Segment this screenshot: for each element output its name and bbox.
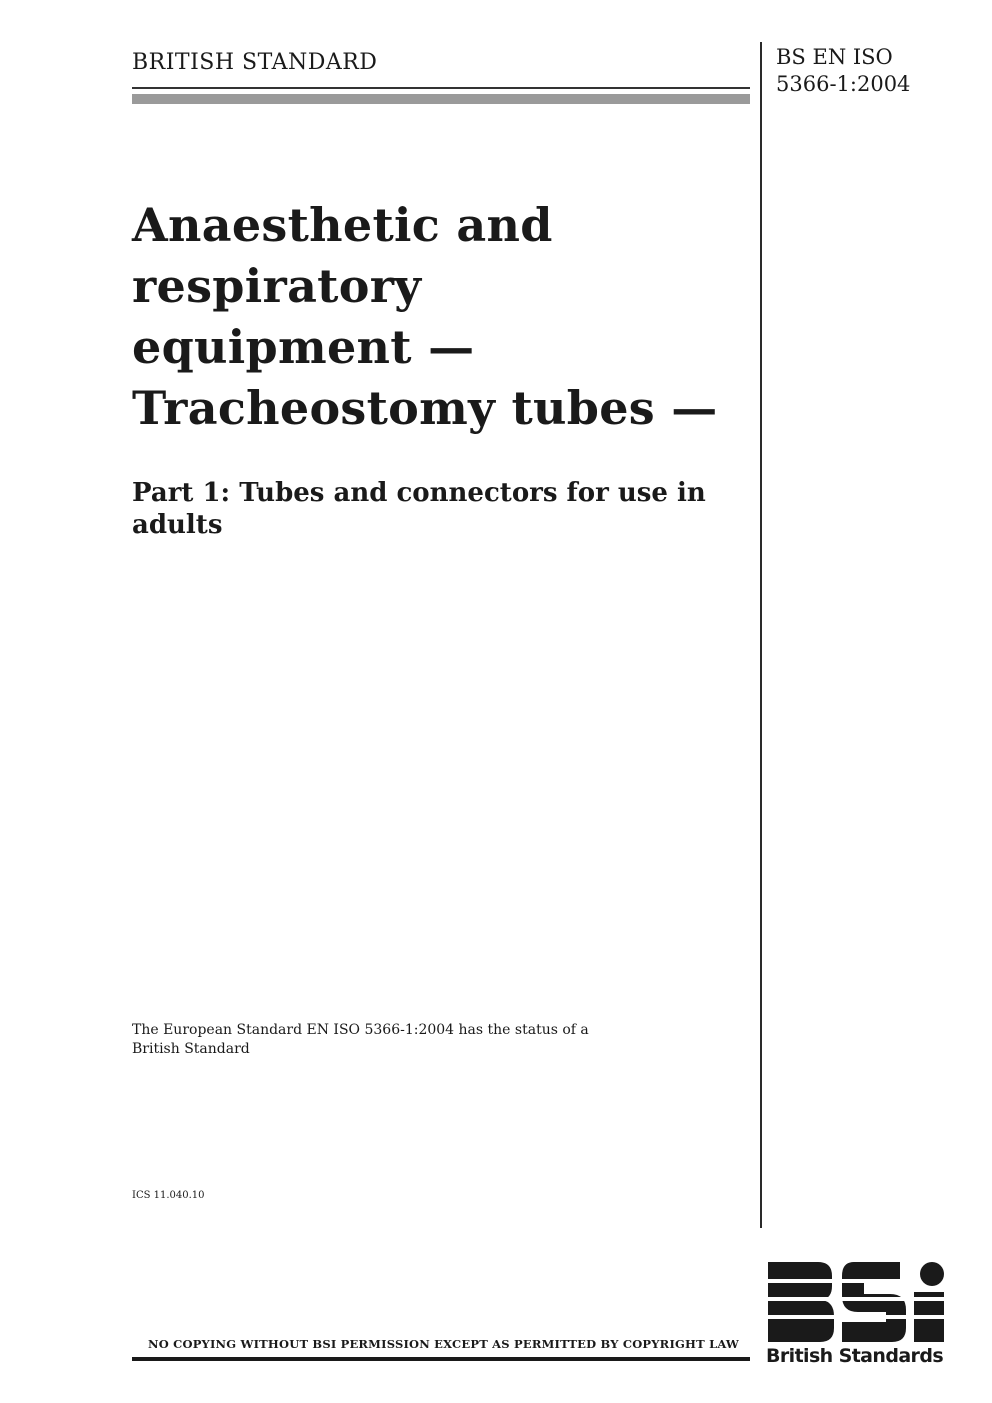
standard-number <box>776 44 910 98</box>
ics-code: ICS 11.040.10 <box>132 1190 205 1201</box>
header-rule-thin <box>132 87 750 89</box>
title-line-3: equipment — <box>132 320 475 374</box>
vertical-divider <box>760 42 762 1228</box>
header-rule-thick <box>132 94 750 104</box>
subtitle-line-1: Part 1: Tubes and connectors for use in <box>132 478 706 508</box>
standard-number-line-1: BS EN ISO <box>776 45 893 69</box>
title-line-1: Anaesthetic and <box>132 198 553 252</box>
footer-rule <box>132 1357 750 1361</box>
standard-number-line-2: 5366-1:2004 <box>776 72 911 96</box>
title-line-2: respiratory <box>132 259 422 313</box>
bsi-logo-subtext: British Standards <box>766 1345 944 1367</box>
document-subtitle <box>132 477 752 541</box>
status-note <box>132 1021 589 1059</box>
document-title <box>132 195 742 439</box>
title-line-4: Tracheostomy tubes — <box>132 381 718 435</box>
document-type-label: BRITISH STANDARD <box>132 50 378 75</box>
copyright-notice: NO COPYING WITHOUT BSI PERMISSION EXCEPT AS PERMITTED BY COPYRIGHT LAW <box>148 1337 740 1351</box>
bsi-logo-mark <box>766 1260 946 1344</box>
bsi-logo <box>766 1260 946 1370</box>
status-note-line-1: The European Standard EN ISO 5366-1:2004 has the status of a <box>132 1022 589 1038</box>
subtitle-line-2: adults <box>132 510 223 540</box>
status-note-line-2: British Standard <box>132 1041 250 1057</box>
